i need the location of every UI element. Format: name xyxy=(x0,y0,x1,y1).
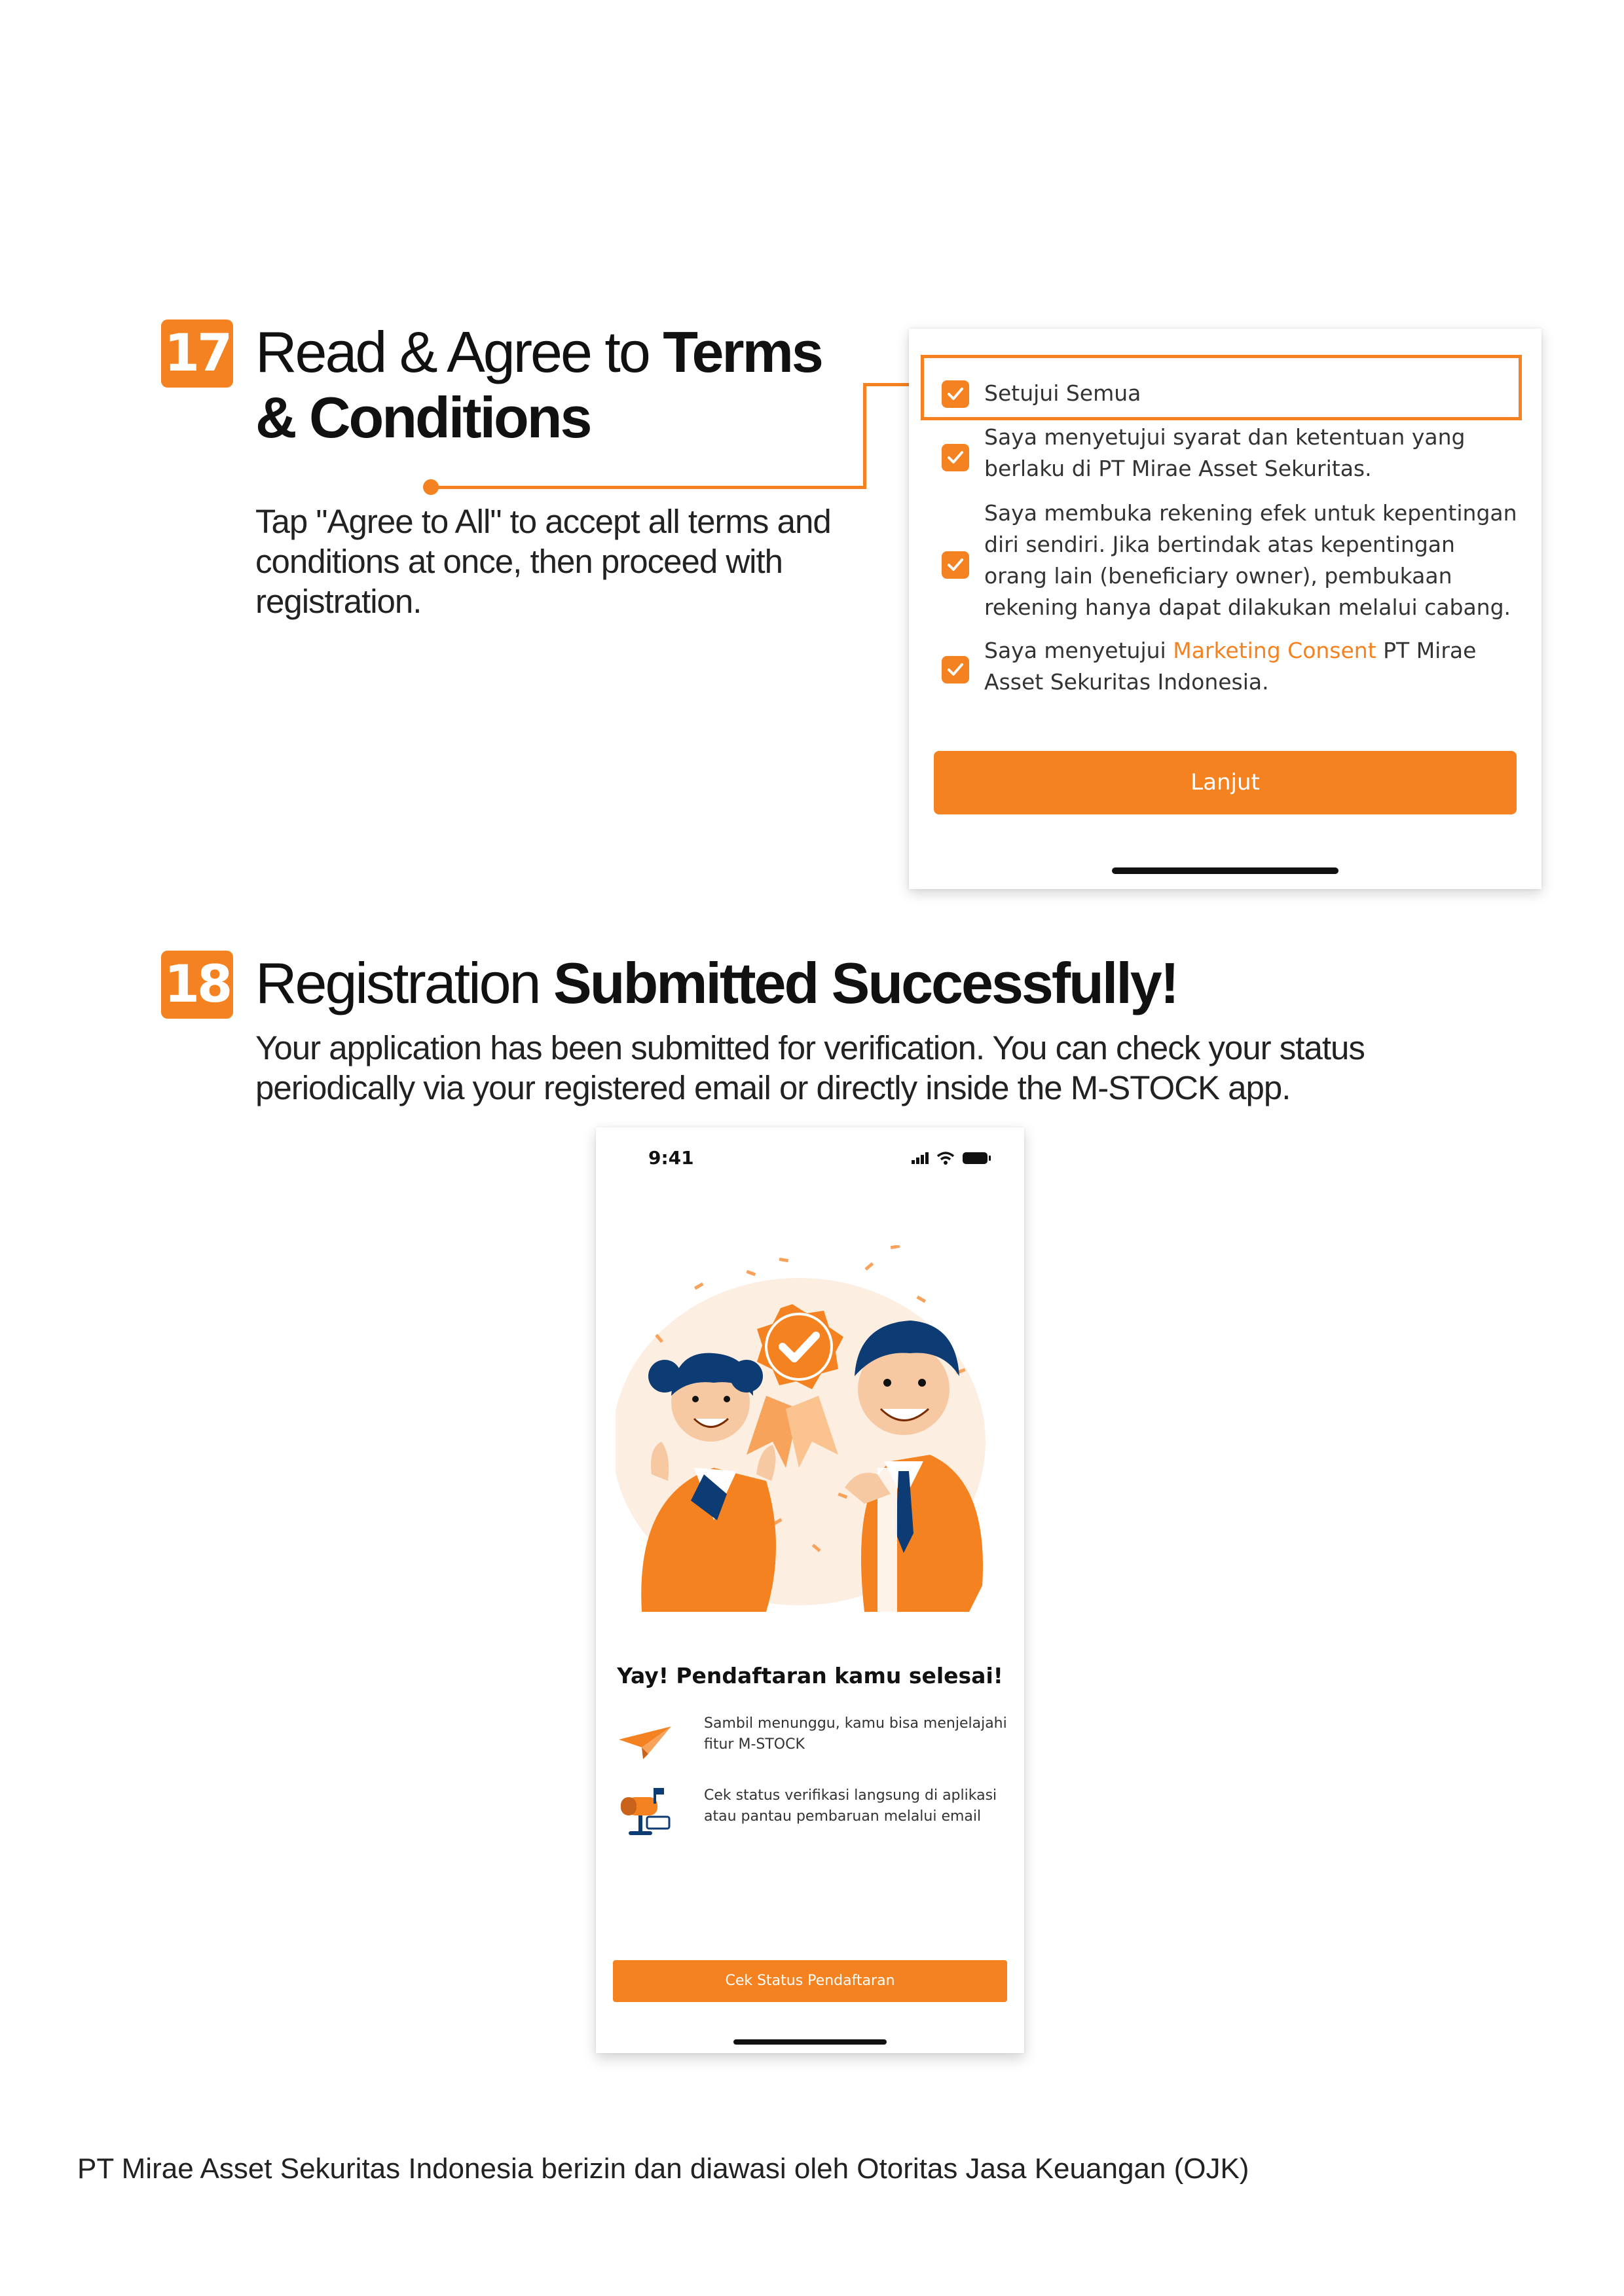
info-item xyxy=(616,1713,1008,1766)
term-text xyxy=(984,635,1521,698)
term-item[interactable] xyxy=(909,422,1541,487)
agree-all-checkbox[interactable] xyxy=(942,380,969,408)
paper-plane-icon xyxy=(616,1707,674,1766)
success-heading: Yay! Pendaftaran kamu selesai! xyxy=(617,1663,1003,1688)
term-text-before: Saya menyetujui xyxy=(984,638,1173,663)
step-18-title xyxy=(255,951,1177,1016)
step-18-title-bold: Submitted Successfully! xyxy=(553,951,1178,1015)
home-indicator xyxy=(733,2039,887,2045)
term-text: Saya membuka rekening efek untuk kepentingan diri sendiri. Jika bertindak atas kepentingan orang lain (beneficiary owner), pembukaan rekening hanya dapat dilakukan melalui cabang. xyxy=(984,500,1517,620)
step-18-description: Your application has been submitted for verification. You can check your status periodically via your registered email or directly inside the M-STOCK app. xyxy=(255,1029,1365,1106)
wifi-icon xyxy=(938,1153,953,1165)
signal-icon xyxy=(912,1152,929,1164)
step-17-title xyxy=(255,319,822,450)
info-text: Sambil menunggu, kamu bisa menjelajahi fitur M-STOCK xyxy=(704,1715,1007,1753)
phone-screen xyxy=(596,1127,1024,2053)
status-time: 9:41 xyxy=(648,1147,694,1169)
term-checkbox[interactable] xyxy=(942,551,969,579)
mailbox-icon xyxy=(616,1779,674,1838)
check-icon xyxy=(946,386,965,403)
step-17-title-bold: Terms xyxy=(663,319,822,384)
term-checkbox[interactable] xyxy=(942,444,969,471)
step-18-badge: 18 xyxy=(161,951,233,1019)
terms-card xyxy=(909,329,1541,889)
term-text-after: PT Mirae Asset Sekuritas Indonesia. xyxy=(984,638,1477,695)
info-text: Cek status verifikasi langsung di aplikasi atau pantau pembaruan melalui email xyxy=(704,1787,997,1825)
step-17-title-bold-2: & Conditions xyxy=(255,385,591,450)
status-bar-icons xyxy=(912,1148,997,1168)
term-text: Saya menyetujui syarat dan ketentuan yang berlaku di PT Mirae Asset Sekuritas. xyxy=(984,424,1466,481)
term-item[interactable] xyxy=(909,498,1541,625)
check-icon xyxy=(946,661,965,678)
continue-button[interactable]: Lanjut xyxy=(934,751,1517,814)
info-item xyxy=(616,1785,1008,1838)
check-status-button[interactable]: Cek Status Pendaftaran xyxy=(613,1960,1007,2002)
step-17-badge: 17 xyxy=(161,319,233,388)
connector-line-vertical xyxy=(863,383,866,489)
check-icon xyxy=(946,556,965,574)
agree-all-row[interactable] xyxy=(909,368,1541,420)
footer-disclaimer: PT Mirae Asset Sekuritas Indonesia berizin dan diawasi oleh Otoritas Jasa Keuangan (OJK) xyxy=(77,2153,1249,2185)
step-17-title-regular: Read & Agree to xyxy=(255,319,663,384)
connector-line xyxy=(432,486,866,489)
term-checkbox[interactable] xyxy=(942,656,969,683)
step-17-description: Tap "Agree to All" to accept all terms and conditions at once, then proceed with registration. xyxy=(255,503,831,620)
marketing-consent-link[interactable]: Marketing Consent xyxy=(1173,638,1376,663)
agree-all-label: Setujui Semua xyxy=(984,380,1141,406)
celebration-illustration xyxy=(616,1245,1008,1612)
term-item[interactable] xyxy=(909,635,1541,701)
step-18-title-regular: Registration xyxy=(255,951,554,1015)
home-indicator xyxy=(1112,867,1338,874)
battery-icon xyxy=(963,1152,991,1164)
check-icon xyxy=(946,449,965,466)
